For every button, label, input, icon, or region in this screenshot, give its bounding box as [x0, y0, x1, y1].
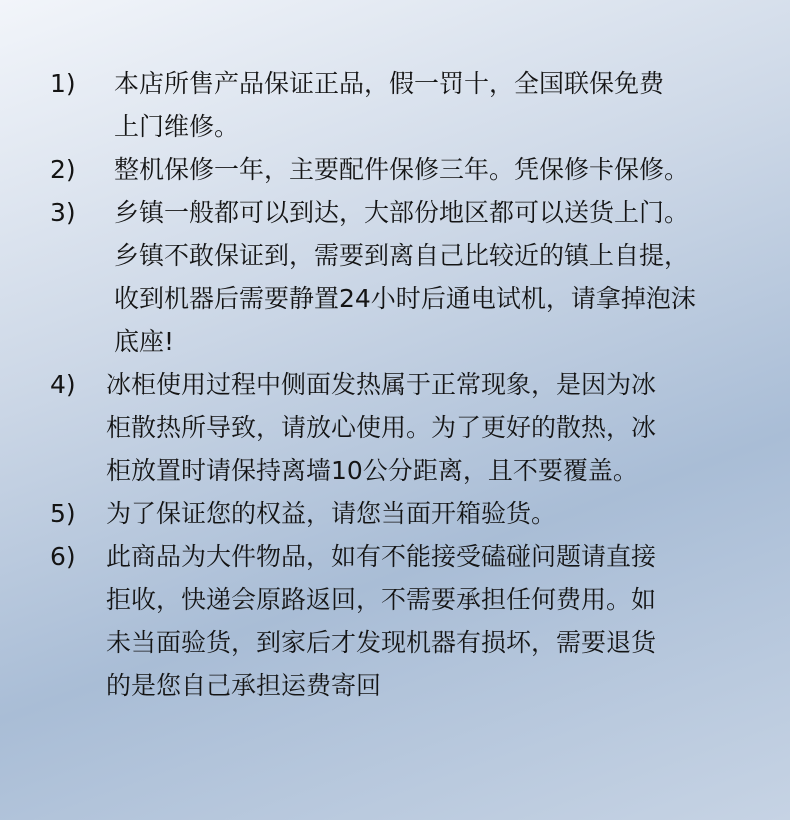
item-number: 1): [50, 69, 76, 98]
text-line: 为了保证您的权益，请您当面开箱验货。: [106, 499, 557, 528]
text-line: 拒收，快递会原路返回，不需要承担任何费用。如: [106, 585, 657, 614]
list-item: [50, 62, 760, 148]
item-text: [114, 62, 760, 148]
item-text: [106, 492, 760, 535]
text-line: 收到机器后需要静置24小时后通电试机，请拿掉泡沫: [114, 284, 696, 313]
list-item: [50, 535, 760, 707]
list-item: [50, 191, 760, 363]
text-line: 底座!: [114, 327, 175, 356]
item-number: 5): [50, 499, 76, 528]
item-number: 4): [50, 370, 76, 399]
text-line: 未当面验货，到家后才发现机器有损坏，需要退货: [106, 628, 657, 657]
item-text: [114, 148, 760, 191]
item-number: 6): [50, 542, 76, 571]
service-notice-list: [50, 62, 760, 707]
item-number: 2): [50, 155, 76, 184]
text-line: 乡镇一般都可以到达，大部份地区都可以送货上门。: [114, 198, 690, 227]
text-line: 柜散热所导致，请放心使用。为了更好的散热，冰: [106, 413, 657, 442]
list-item: [50, 148, 760, 191]
text-line: 本店所售产品保证正品，假一罚十，全国联保免费: [114, 69, 665, 98]
list-item: [50, 492, 760, 535]
text-line: 上门维修。: [114, 112, 240, 141]
text-line: 的是您自己承担运费寄回: [106, 671, 382, 700]
text-line: 整机保修一年，主要配件保修三年。凭保修卡保修。: [114, 155, 690, 184]
text-line: 冰柜使用过程中侧面发热属于正常现象，是因为冰: [106, 370, 657, 399]
item-text: [114, 191, 760, 363]
text-line: 柜放置时请保持离墙10公分距离，且不要覆盖。: [106, 456, 638, 485]
list-item: [50, 363, 760, 492]
item-text: [106, 363, 760, 492]
text-line: 乡镇不敢保证到，需要到离自己比较近的镇上自提，: [114, 241, 690, 270]
item-number: 3): [50, 198, 76, 227]
item-text: [106, 535, 760, 707]
text-line: 此商品为大件物品，如有不能接受磕碰问题请直接: [106, 542, 657, 571]
